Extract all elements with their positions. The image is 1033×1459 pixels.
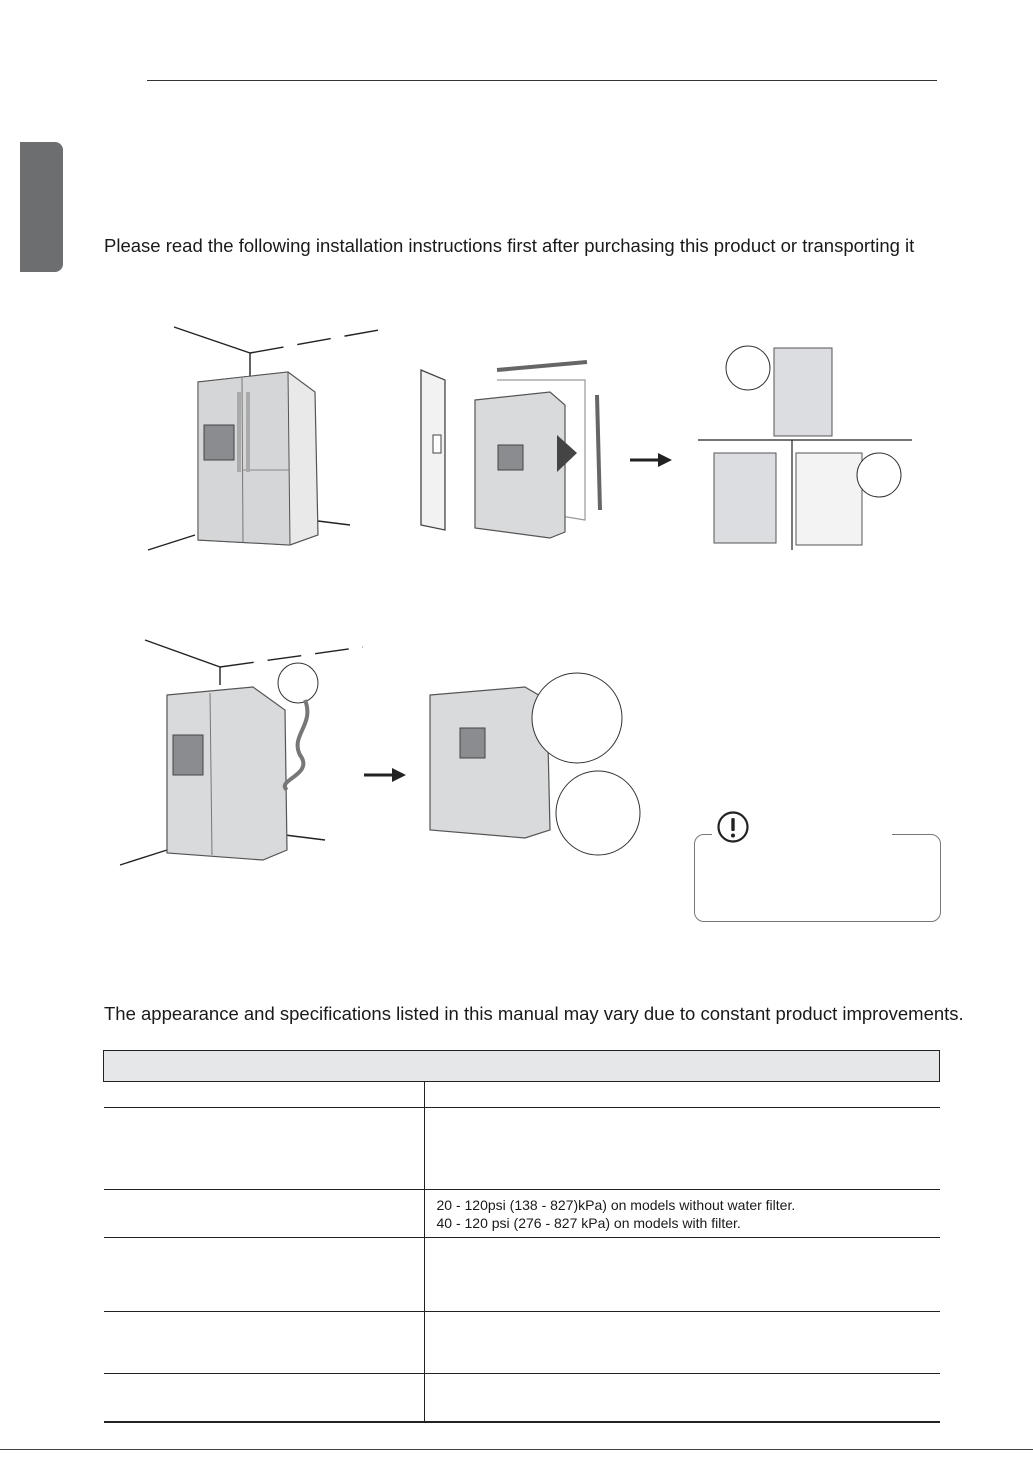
table-row [104, 1108, 940, 1190]
table-row [104, 1082, 940, 1108]
table-cell-value [424, 1374, 940, 1422]
footer-rule [0, 1449, 1033, 1450]
caution-box [694, 834, 941, 922]
fridge-in-corner-illustration [140, 320, 400, 560]
disclaimer-paragraph: The appearance and specifications listed in this manual may vary due to constant product improvements. [104, 1003, 964, 1024]
table-cell-label [104, 1374, 425, 1422]
table-cell-label [104, 1108, 425, 1190]
table-cell-label [104, 1190, 425, 1238]
table-cell-value [424, 1312, 940, 1374]
arrow-right-icon [362, 765, 407, 785]
table-row [104, 1238, 940, 1312]
table-row [104, 1374, 940, 1422]
section-side-tab [20, 142, 63, 272]
table-header [104, 1051, 940, 1082]
table-row [104, 1190, 940, 1238]
intro-paragraph: Please read the following installation instructions first after purchasing this product or transporting it [104, 235, 915, 256]
water-pressure-line-1: 20 - 120psi (138 - 827)kPa) on models without water filter. [436, 1196, 796, 1213]
exclamation-circle-icon [716, 810, 750, 844]
table-cell-label [104, 1312, 425, 1374]
table-row [104, 1312, 940, 1374]
header-rule [147, 80, 937, 81]
table-cell-value [424, 1108, 940, 1190]
water-pressure-line-2: 40 - 120 psi (276 - 827 kPa) on models with filter. [436, 1214, 741, 1231]
table-cell-value [424, 1190, 940, 1238]
leveling-illustration [425, 670, 645, 860]
table-header-row [104, 1051, 940, 1082]
table-cell-value [424, 1238, 940, 1312]
door-clearance-illustration [415, 350, 645, 540]
table-cell-label [104, 1082, 425, 1108]
door-removal-illustration [696, 345, 916, 555]
table-cell-label [104, 1238, 425, 1312]
arrow-right-icon [628, 450, 673, 470]
specifications-table [103, 1050, 940, 1423]
water-connection-illustration [115, 635, 375, 870]
table-cell-value [424, 1082, 940, 1108]
